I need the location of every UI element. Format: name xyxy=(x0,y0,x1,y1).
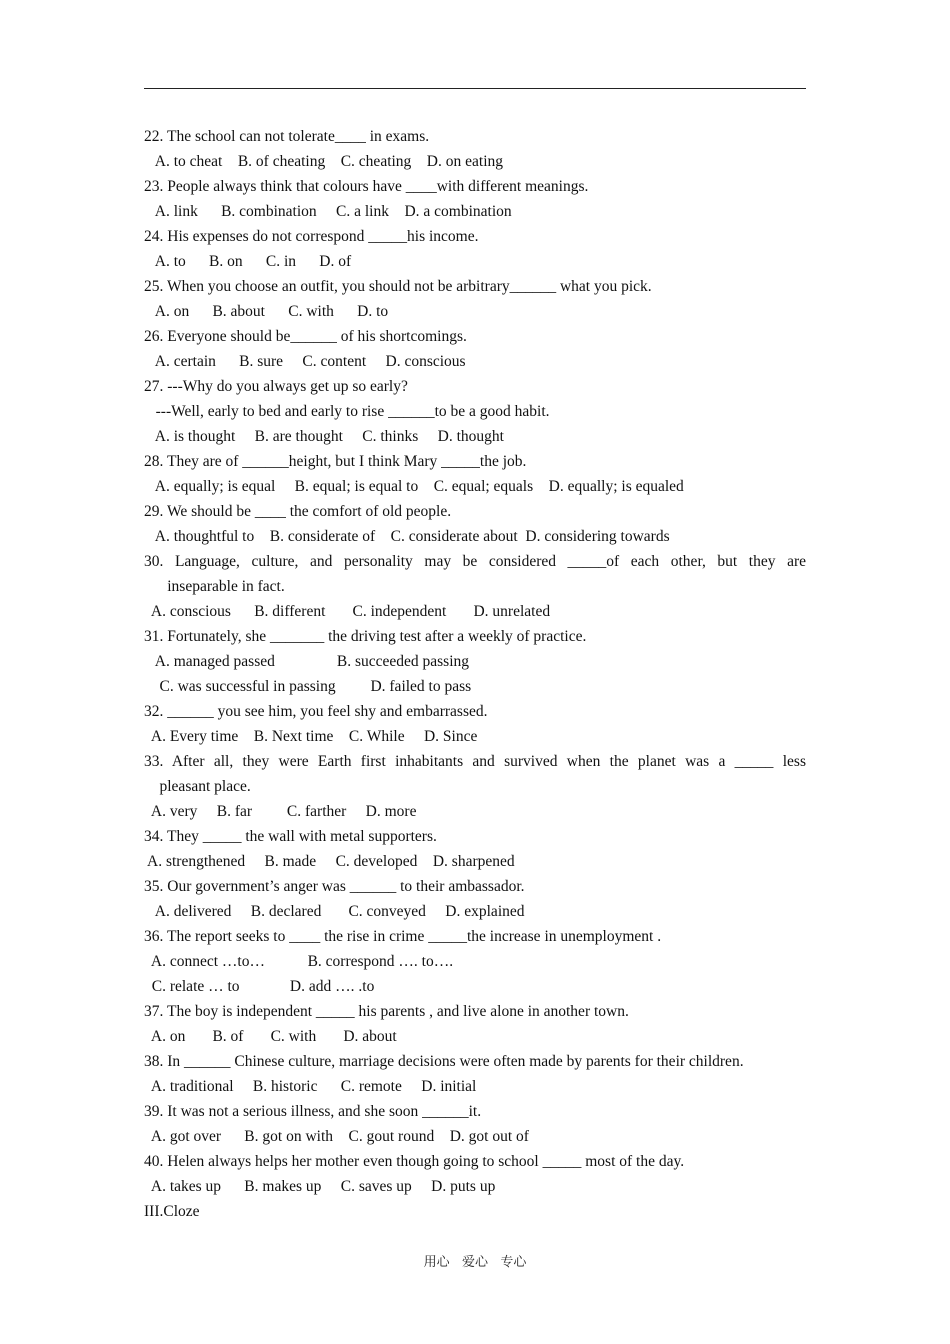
text-line: A. takes up B. makes up C. saves up D. puts up xyxy=(144,1178,496,1195)
text-line: ---Well, early to bed and early to rise ______to be a good habit. xyxy=(144,403,550,420)
text-line: A. equally; is equal B. equal; is equal to C. equal; equals D. equally; is equaled xyxy=(144,478,684,495)
text-line: A. strengthened B. made C. developed D. sharpened xyxy=(144,853,515,870)
text-line: 24. His expenses do not correspond _____his income. xyxy=(144,228,479,245)
text-line: A. Every time B. Next time C. While D. Since xyxy=(144,728,478,745)
page-footer: 用心 爱心 专心 xyxy=(423,1255,527,1270)
text-line: A. conscious B. different C. independent D. unrelated xyxy=(144,603,551,620)
header-rule xyxy=(144,88,806,89)
document-body xyxy=(144,124,806,1224)
text-line: 33. After all, they were Earth first inhabitants and survived when the planet was a _____ less xyxy=(144,753,806,770)
text-line: A. traditional B. historic C. remote D. initial xyxy=(144,1078,477,1095)
text-line: 26. Everyone should be______ of his shortcomings. xyxy=(144,328,467,345)
text-line: C. relate … to D. add …. .to xyxy=(144,978,375,995)
text-line: A. connect …to… B. correspond …. to…. xyxy=(144,953,454,970)
text-line: A. is thought B. are thought C. thinks D. thought xyxy=(144,428,504,445)
text-line: A. thoughtful to B. considerate of C. considerate about D. considering towards xyxy=(144,528,670,545)
text-line: A. on B. about C. with D. to xyxy=(144,303,389,320)
text-line: 36. The report seeks to ____ the rise in crime _____the increase in unemployment . xyxy=(144,928,662,945)
text-line: A. on B. of C. with D. about xyxy=(144,1028,397,1045)
text-line: A. delivered B. declared C. conveyed D. explained xyxy=(144,903,525,920)
text-line: 27. ---Why do you always get up so early? xyxy=(144,378,408,395)
text-line: 25. When you choose an outfit, you should not be arbitrary______ what you pick. xyxy=(144,278,652,295)
text-line: 37. The boy is independent _____ his parents , and live alone in another town. xyxy=(144,1003,629,1020)
text-line: 34. They _____ the wall with metal supporters. xyxy=(144,828,437,845)
text-line: A. certain B. sure C. content D. conscious xyxy=(144,353,466,370)
text-line: 40. Helen always helps her mother even though going to school _____ most of the day. xyxy=(144,1153,685,1170)
text-line: pleasant place. xyxy=(144,778,251,795)
text-line: A. to cheat B. of cheating C. cheating D. on eating xyxy=(144,153,503,170)
text-line: inseparable in fact. xyxy=(144,578,285,595)
text-line: A. link B. combination C. a link D. a combination xyxy=(144,203,512,220)
text-line: 30. Language, culture, and personality may be considered _____of each other, but they are xyxy=(144,553,806,570)
section-heading: III.Cloze xyxy=(144,1203,200,1220)
text-line: A. got over B. got on with C. gout round D. got out of xyxy=(144,1128,529,1145)
text-line: 23. People always think that colours have ____with different meanings. xyxy=(144,178,589,195)
text-line: 32. ______ you see him, you feel shy and embarrassed. xyxy=(144,703,488,720)
text-line: A. very B. far C. farther D. more xyxy=(144,803,417,820)
text-line: C. was successful in passing D. failed to pass xyxy=(144,678,472,695)
text-line: A. managed passed B. succeeded passing xyxy=(144,653,470,670)
text-line: 38. In ______ Chinese culture, marriage decisions were often made by parents for their children. xyxy=(144,1053,744,1070)
text-line: 31. Fortunately, she _______ the driving test after a weekly of practice. xyxy=(144,628,587,645)
text-line: 39. It was not a serious illness, and she soon ______it. xyxy=(144,1103,482,1120)
text-line: 35. Our government’s anger was ______ to their ambassador. xyxy=(144,878,525,895)
text-line: 28. They are of ______height, but I think Mary _____the job. xyxy=(144,453,527,470)
text-line: 29. We should be ____ the comfort of old people. xyxy=(144,503,452,520)
text-line: 22. The school can not tolerate____ in exams. xyxy=(144,128,430,145)
text-line: A. to B. on C. in D. of xyxy=(144,253,352,270)
